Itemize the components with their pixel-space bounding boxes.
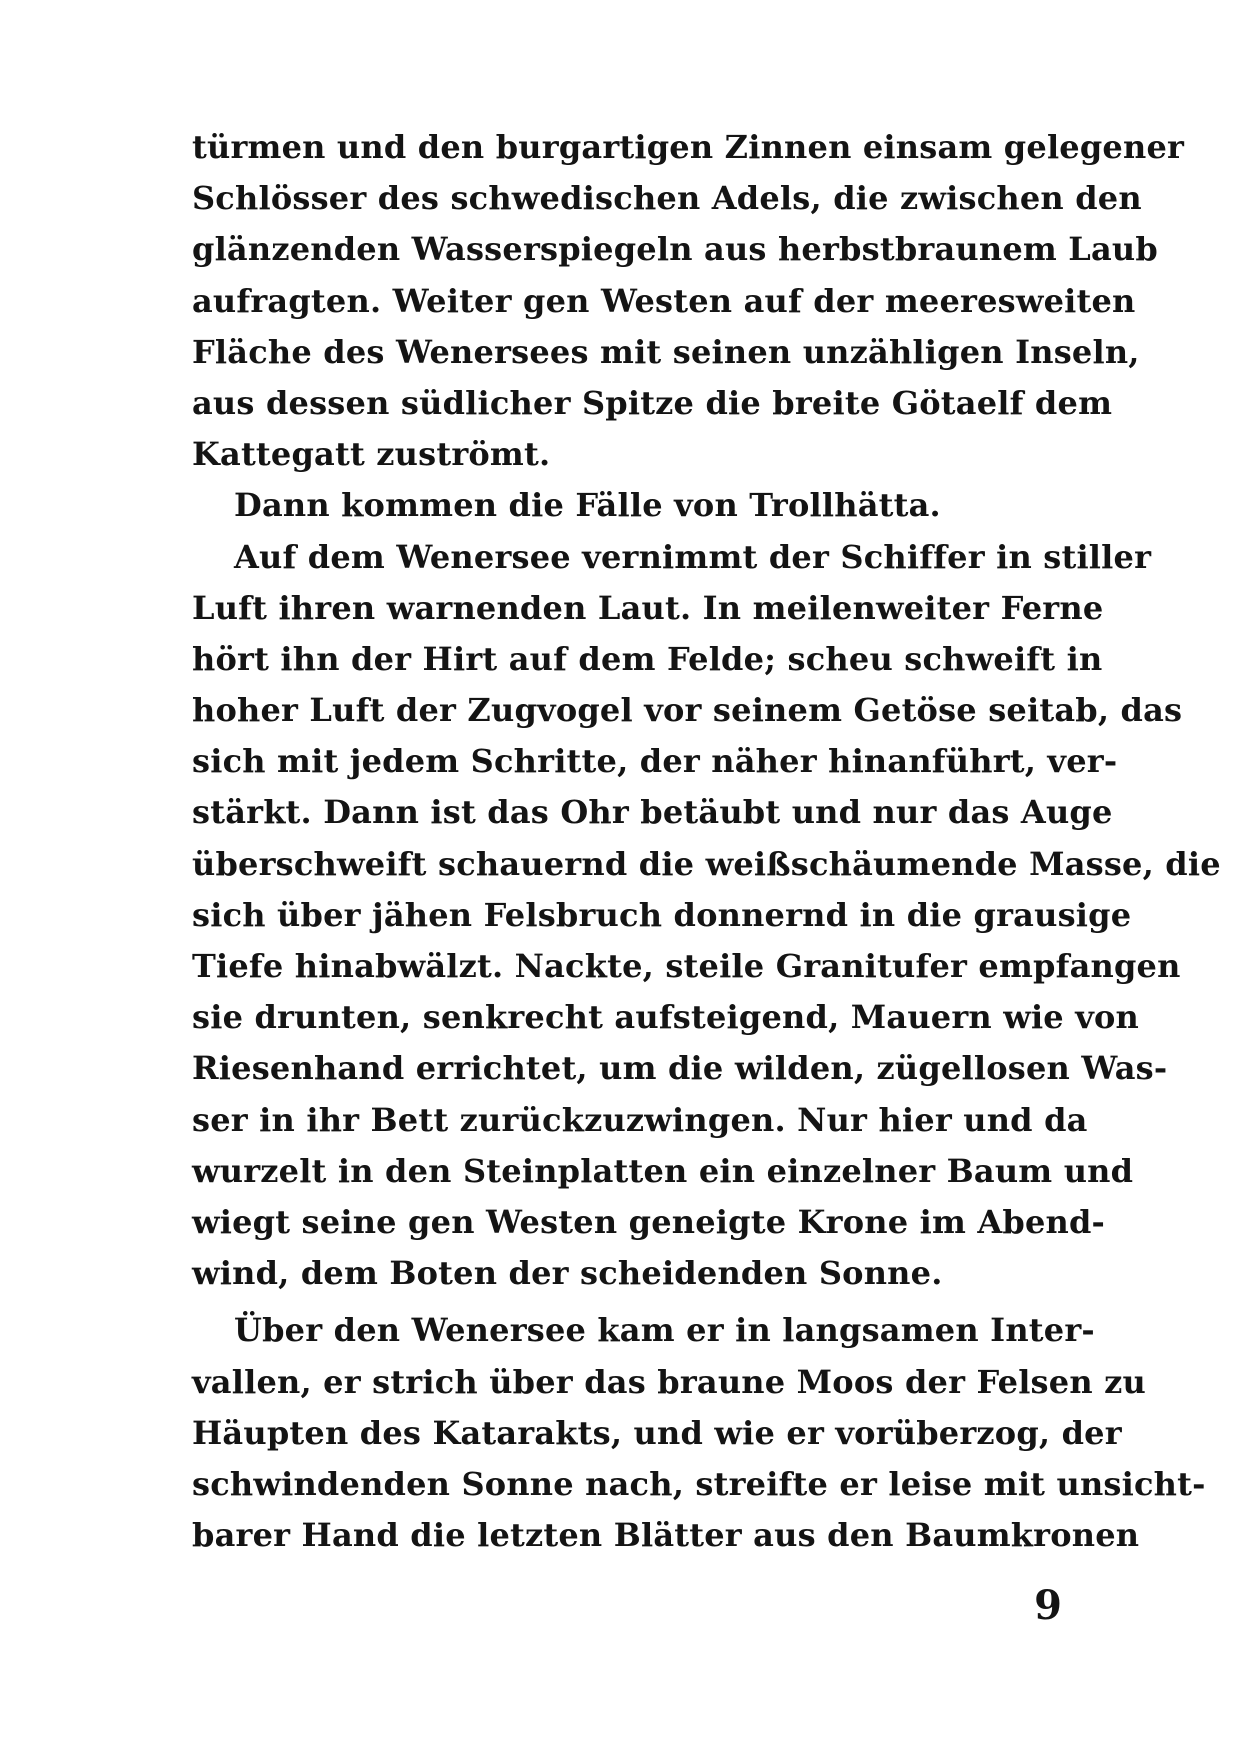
text-line: stärkt. Dann ist das Ohr betäubt und nur das Auge [192,793,1113,832]
text-line: hoher Luft der Zugvogel vor seinem Getöse seitab, das [192,691,1183,730]
text-line: sich mit jedem Schritte, der näher hinanführt, ver- [192,742,1118,781]
paragraph-3 [192,532,1221,1300]
paragraph-2 [192,480,1050,531]
text-line: Dann kommen die Fälle von Trollhätta. [234,486,941,525]
text-line: Häupten des Katarakts, und wie er vorüberzog, der [192,1413,1122,1452]
text-line: Schlösser des schwedischen Adels, die zwischen den [192,179,1142,218]
body-text [192,122,1221,1561]
text-line: überschweift schauernd die weißschäumende Masse, die [192,844,1221,883]
text-line: wind, dem Boten der scheidenden Sonne. [192,1254,943,1293]
text-line: glänzenden Wasserspiegeln aus herbstbraunem Laub [192,230,1158,269]
text-line: aus dessen südlicher Spitze die breite Götaelf dem [192,383,1113,422]
paragraph-4 [192,1305,1206,1561]
text-line: Auf dem Wenersee vernimmt der Schiffer in stiller [234,537,1152,576]
text-line: wurzelt in den Steinplatten ein einzelner Baum und [192,1151,1134,1190]
text-line: ser in ihr Bett zurückzuzwingen. Nur hier und da [192,1100,1088,1139]
text-line: aufragten. Weiter gen Westen auf der meeresweiten [192,281,1136,320]
text-line: barer Hand die letzten Blätter aus den Baumkronen [192,1516,1140,1555]
paragraph-1 [192,122,1185,480]
text-line: Fläche des Wenersees mit seinen unzähligen Inseln, [192,332,1140,371]
text-line: vallen, er strich über das braune Moos der Felsen zu [192,1362,1146,1401]
text-line: sich über jähen Felsbruch donnernd in die grausige [192,895,1132,934]
text-line: Luft ihren warnenden Laut. In meilenweiter Ferne [192,588,1104,627]
text-line: wiegt seine gen Westen geneigte Krone im Abend- [192,1202,1106,1241]
text-line: Kattegatt zuströmt. [192,435,551,474]
text-line: türmen und den burgartigen Zinnen einsam gelegener [192,128,1185,166]
text-line: schwindenden Sonne nach, streifte er leise mit unsicht- [192,1464,1206,1503]
text-line: Über den Wenersee kam er in langsamen Inter- [234,1311,1095,1350]
text-line: hört ihn der Hirt auf dem Felde; scheu schweift in [192,639,1103,678]
page-number: 9 [1034,1582,1062,1629]
text-line: sie drunten, senkrecht aufsteigend, Mauern wie von [192,998,1140,1037]
text-line: Tiefe hinabwälzt. Nackte, steile Granitufer empfangen [192,947,1181,985]
text-line: Riesenhand errichtet, um die wilden, zügellosen Was- [192,1049,1168,1088]
